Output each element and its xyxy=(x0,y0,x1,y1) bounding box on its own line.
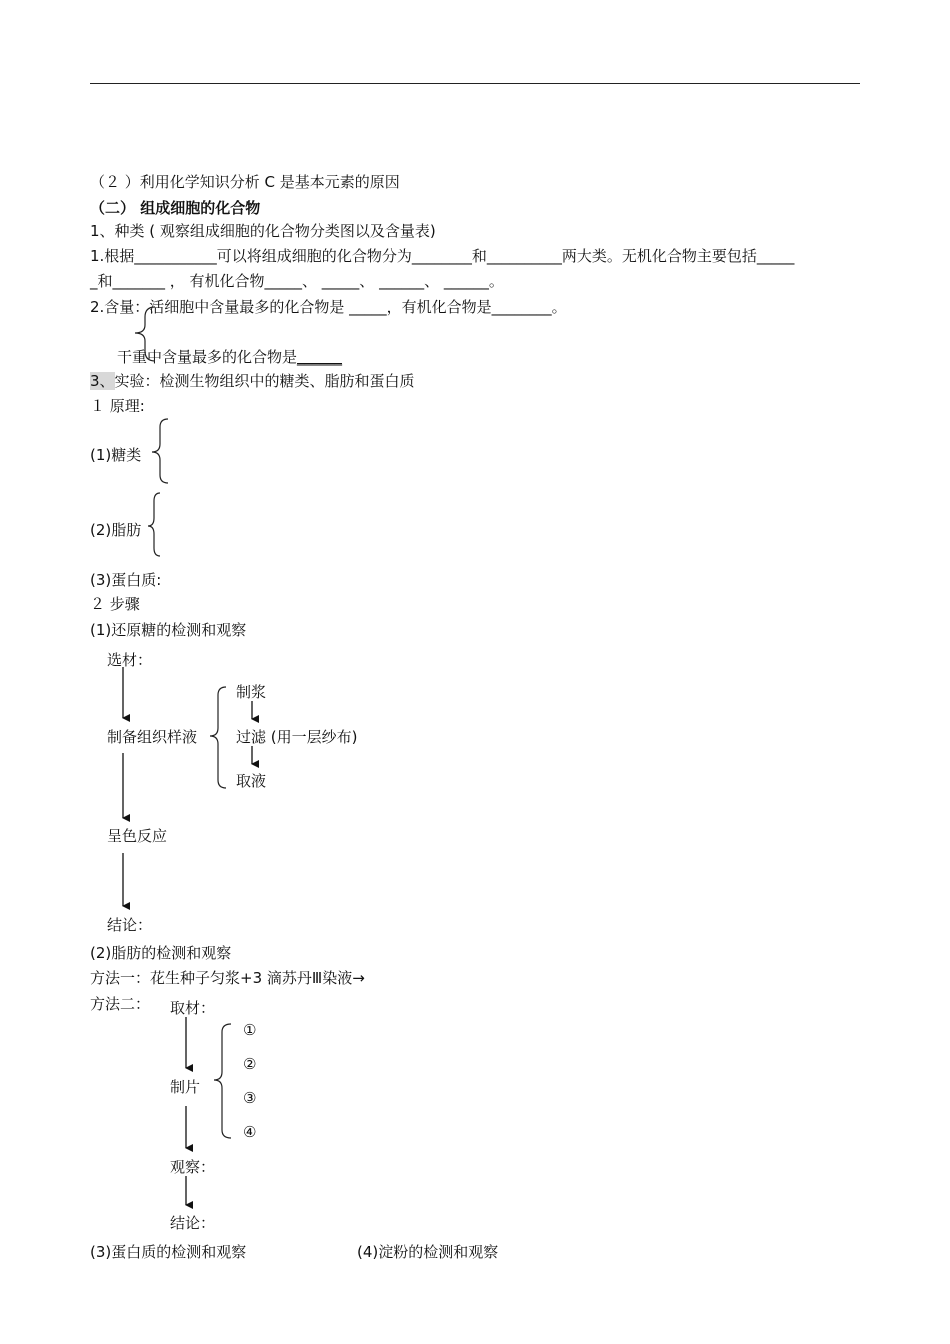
m2-observe: 观察： xyxy=(170,1158,216,1176)
principle-sugar: (1)糖类 xyxy=(90,446,142,464)
steps-heading: ２ 步骤 xyxy=(90,595,140,613)
m2-conclusion: 结论： xyxy=(170,1214,216,1232)
fat-test-title: (2)脂肪的检测和观察 xyxy=(90,944,232,962)
rs-brace xyxy=(210,687,226,788)
classification-line-2: _和_______ ， 有机化合物_____、 _____、 ______、 ______。 xyxy=(90,272,504,290)
rs-conclusion: 结论： xyxy=(107,916,153,934)
experiment-number: 3、 xyxy=(90,372,115,390)
protein-test-title: (3)蛋白质的检测和观察 xyxy=(90,1243,247,1261)
principle-fat: (2)脂肪 xyxy=(90,521,142,539)
m2-take-material: 取材： xyxy=(170,999,216,1017)
rs-take-liquid: 取液 xyxy=(236,772,267,790)
types-line: 1、种类 ( 观察组成细胞的化合物分类图以及含量表) xyxy=(90,222,436,240)
principle-heading: １ 原理: xyxy=(90,397,145,415)
circle-1: ① xyxy=(243,1021,257,1039)
method-one: 方法一：花生种子匀浆+3 滴苏丹Ⅲ染液→ xyxy=(90,969,365,987)
principle-protein: (3)蛋白质: xyxy=(90,571,162,589)
m2-brace xyxy=(214,1024,231,1138)
content-brace xyxy=(135,307,155,361)
classification-line-1: 1.根据___________可以将组成细胞的化合物分为________和__________两大类。无机化合物主要包括_____ xyxy=(90,247,795,265)
content-line: 2.含量：活细胞中含量最多的化合物是 _____，有机化合物是________。 xyxy=(90,298,567,316)
rs-make-pulp: 制浆 xyxy=(236,683,267,701)
method-two-label: 方法二： xyxy=(90,995,151,1013)
question-2-line: （２ ）利用化学知识分析 C 是基本元素的原因 xyxy=(90,173,400,191)
fat-brace xyxy=(148,493,160,556)
starch-test-title: (4)淀粉的检测和观察 xyxy=(357,1243,499,1261)
sugar-brace xyxy=(152,419,168,483)
m2-make-slide: 制片 xyxy=(170,1078,201,1096)
rs-filter: 过滤 (用一层纱布) xyxy=(236,728,358,746)
rs-prepare-sample: 制备组织样液 xyxy=(107,728,198,746)
circle-2: ② xyxy=(243,1055,257,1073)
rs-color-reaction: 呈色反应 xyxy=(107,827,168,845)
rs-select-material: 选材： xyxy=(107,651,153,669)
section-title-compounds: （二） 组成细胞的化合物 xyxy=(90,199,261,217)
circle-3: ③ xyxy=(243,1089,257,1107)
dry-weight-blank: ______ xyxy=(297,348,343,366)
dry-weight-text: 干重中含量最多的化合物是 xyxy=(117,348,298,366)
reducing-sugar-title: (1)还原糖的检测和观察 xyxy=(90,621,247,639)
circle-4: ④ xyxy=(243,1123,257,1141)
experiment-text: 实验：检测生物组织中的糖类、脂肪和蛋白质 xyxy=(114,372,415,390)
